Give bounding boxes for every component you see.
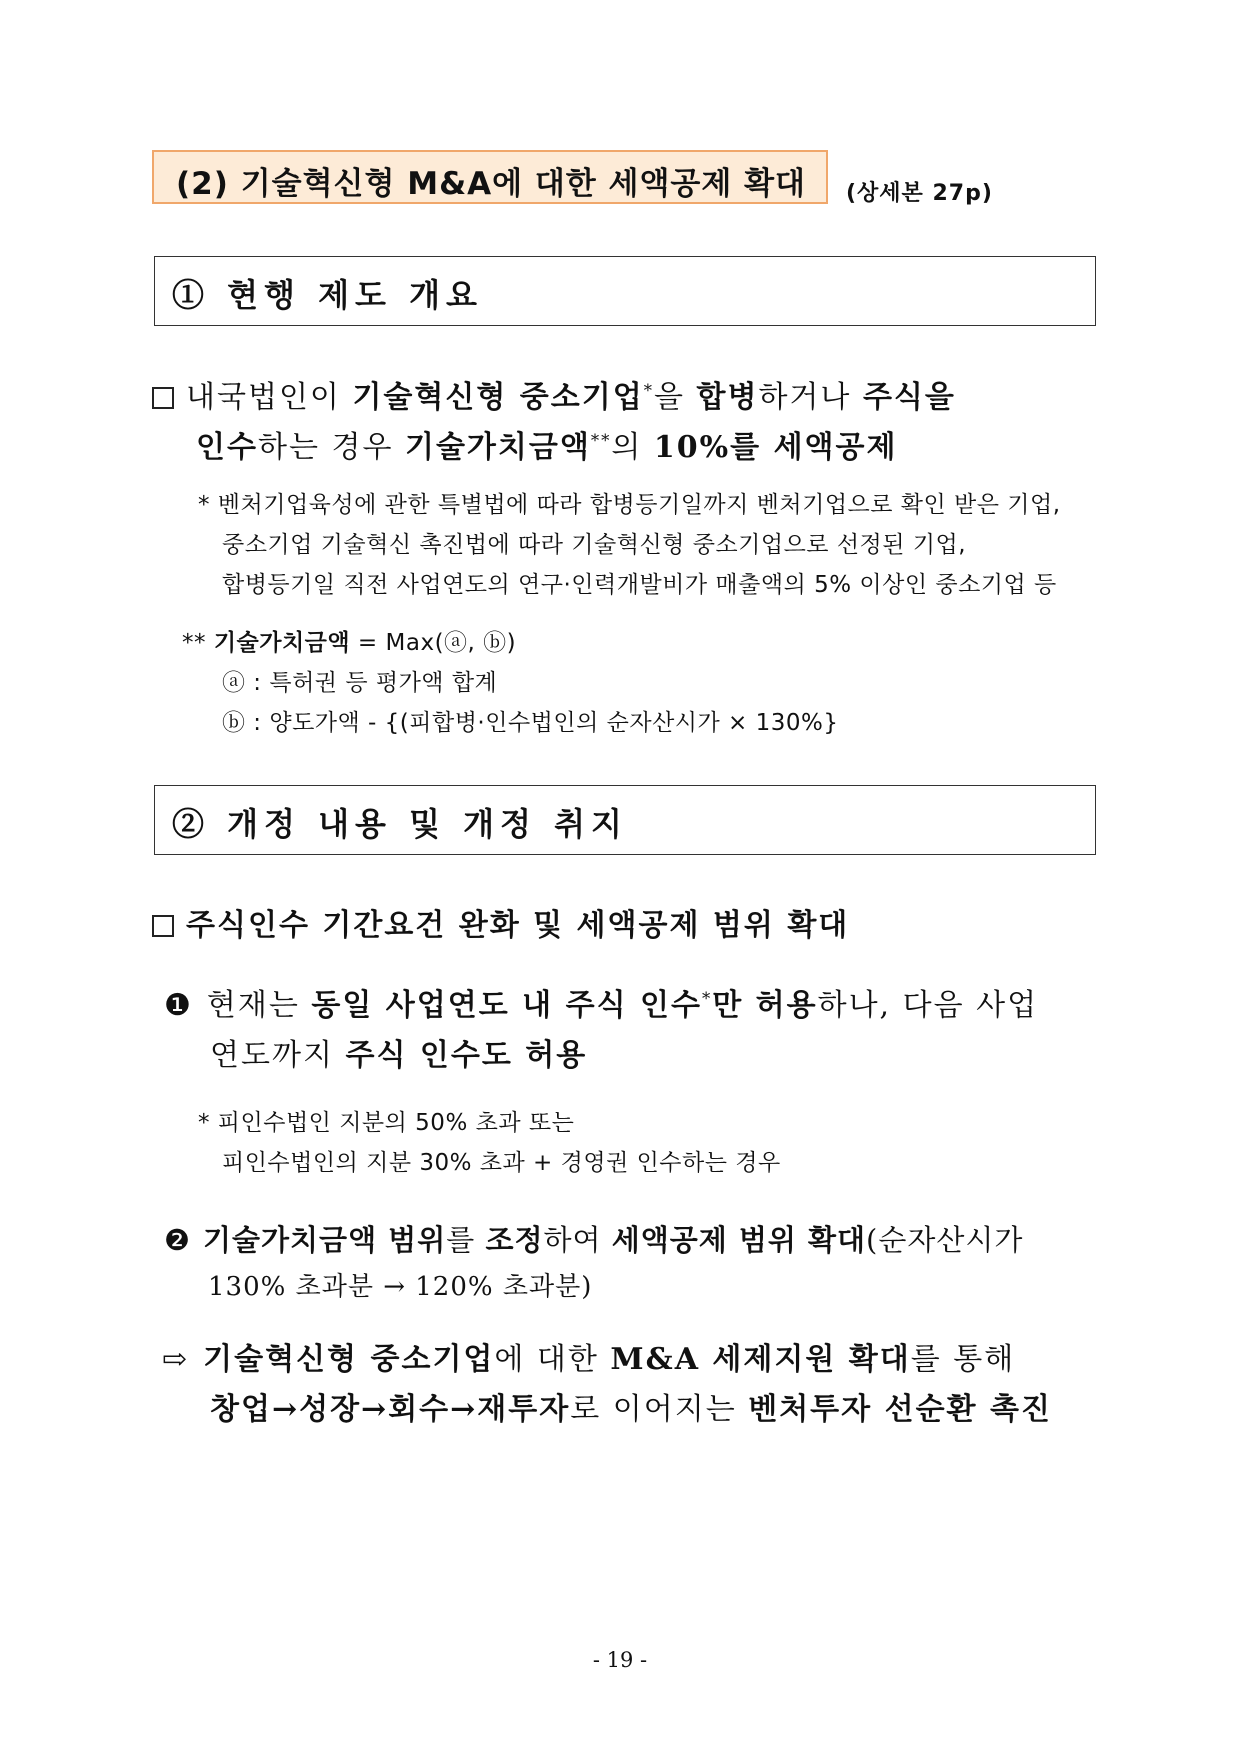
page-number: - 19 - (592, 1648, 648, 1672)
point1-line1: ❶ 현재는 동일 사업연도 내 주식 인수*만 허용하나, 다음 사업 (164, 988, 1039, 1023)
note2-formula: ** 기술가치금액 = Max(ⓐ, ⓑ) (182, 630, 517, 656)
section1-item-line2: 인수하는 경우 기술가치금액**의 10%를 세액공제 (196, 430, 898, 465)
point1-note-line1: * 피인수법인 지분의 50% 초과 또는 (198, 1110, 575, 1136)
note1-line3: 합병등기일 직전 사업연도의 연구·인력개발비가 매출액의 5% 이상인 중소기업 등 (222, 572, 1057, 598)
detail-page-reference: (상세본 27p) (846, 181, 993, 206)
section-title: (2) 기술혁신형 M&A에 대한 세액공제 확대 (176, 166, 806, 202)
point1-note-line2: 피인수법인의 지분 30% 초과 + 경영권 인수하는 경우 (222, 1150, 781, 1176)
point2-line1: ❷ 기술가치금액 범위를 조정하여 세액공제 범위 확대(순자산시가 (164, 1223, 1024, 1257)
right-arrow-icon: ⇨ (162, 1342, 190, 1377)
note1-line2: 중소기업 기술혁신 촉진법에 따라 기술혁신형 중소기업으로 선정된 기업, (222, 532, 967, 558)
checkbox-icon (152, 387, 174, 409)
section1-item-line1: 내국법인이 기술혁신형 중소기업*을 합병하거나 주식을 (152, 372, 956, 416)
conclusion-line2: 창업→성장→회수→재투자로 이어지는 벤처투자 선순환 촉진 (210, 1392, 1052, 1427)
bullet-2-icon: ❷ (164, 1223, 191, 1257)
point2-line2: 130% 초과분 → 120% 초과분) (208, 1272, 593, 1302)
section2-item: 주식인수 기간요건 완화 및 세액공제 범위 확대 (152, 900, 849, 944)
note2-item-b: ⓑ : 양도가액 - {(피합병·인수법인의 순자산시가 × 130%} (222, 710, 839, 736)
point1-line2: 연도까지 주식 인수도 허용 (210, 1038, 588, 1073)
checkbox-icon (152, 915, 174, 937)
section1-heading: ① 현행 제도 개요 (172, 276, 483, 314)
bullet-1-icon: ❶ (164, 988, 193, 1023)
note2-item-a: ⓐ : 특허권 등 평가액 합계 (222, 670, 498, 696)
conclusion-line1: ⇨ 기술혁신형 중소기업에 대한 M&A 세제지원 확대를 통해 (162, 1342, 1016, 1377)
section2-heading: ② 개정 내용 및 개정 취지 (172, 805, 628, 843)
note1-line1: * 벤처기업육성에 관한 특별법에 따라 합병등기일까지 벤처기업으로 확인 받은 기업, (198, 492, 1061, 518)
